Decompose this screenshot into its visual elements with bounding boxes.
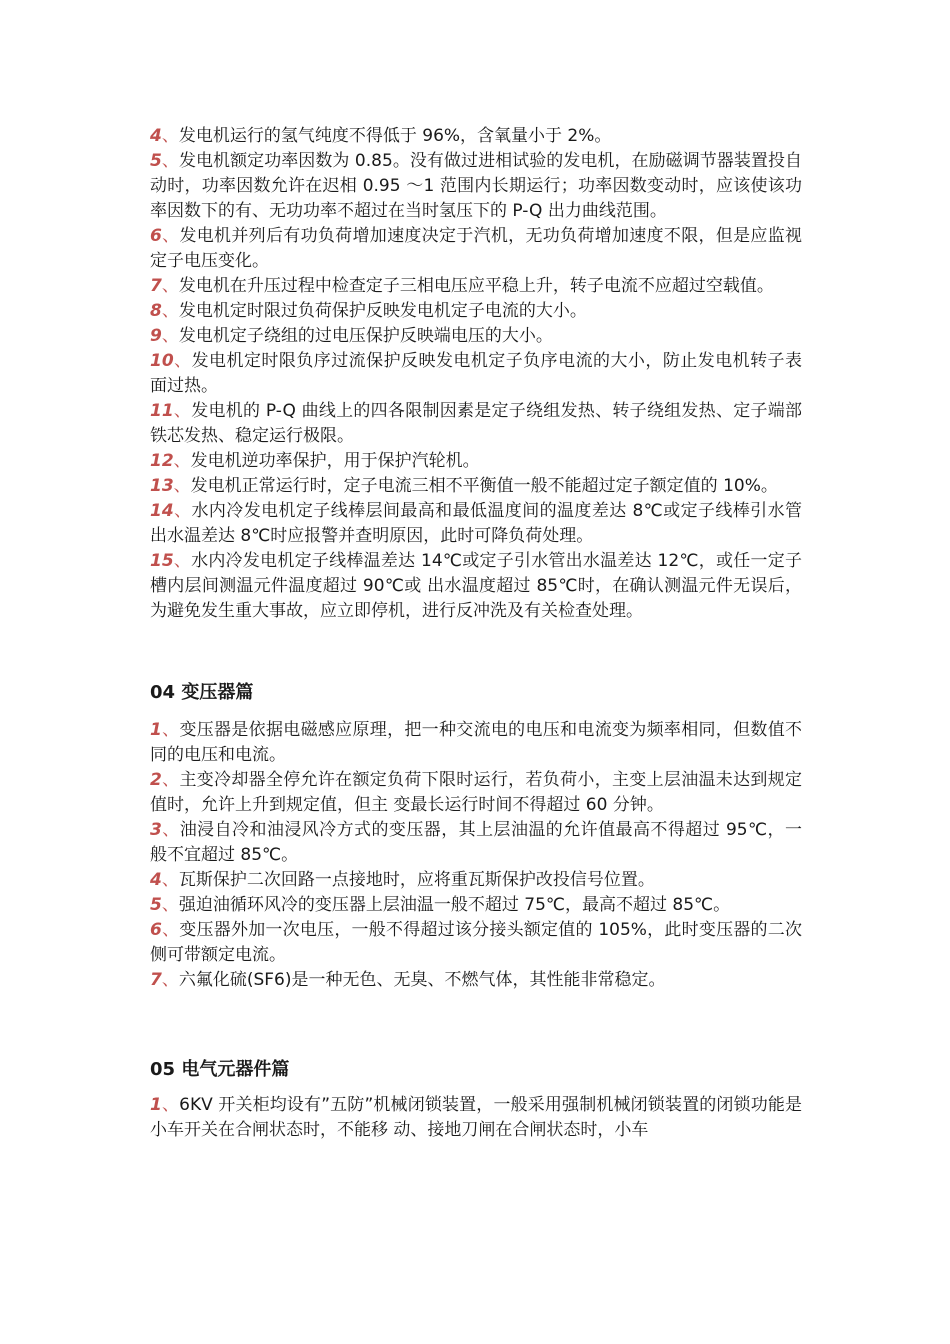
list-item	[150, 324, 802, 349]
list-item	[150, 1093, 802, 1143]
item-text: 发电机的 P-Q 曲线上的四各限制因素是定子绕组发热、转子绕组发热、定子端部铁芯发热、稳定运行极限。	[150, 401, 802, 446]
item-separator: 、	[161, 326, 179, 346]
item-separator: 、	[173, 551, 192, 571]
item-text: 水内冷发电机定子线棒层间最高和最低温度间的温度差达 8℃或定子线棒引水管出水温差达 8℃时应报警并查明原因，此时可降负荷处理。	[150, 501, 802, 546]
item-number: 15	[150, 551, 174, 571]
item-text: 6KV 开关柜均设有”五防”机械闭锁装置，一般采用强制机械闭锁装置的闭锁功能是小车开关在合闸状态时，不能移 动、接地刀闸在合闸状态时，小车	[150, 1095, 802, 1140]
item-separator: 、	[173, 401, 192, 421]
item-text: 油浸自冷和油浸风冷方式的变压器，其上层油温的允许值最高不得超过 95℃，一般不宜超过 85℃。	[150, 820, 802, 865]
list-item	[150, 399, 802, 449]
item-number: 7	[150, 276, 162, 296]
item-number: 4	[150, 126, 162, 146]
item-number: 6	[150, 226, 162, 246]
list-item	[150, 449, 802, 474]
list-item	[150, 149, 802, 224]
list-item	[150, 499, 802, 549]
list-item	[150, 224, 802, 274]
list-item	[150, 349, 802, 399]
item-text: 瓦斯保护二次回路一点接地时，应将重瓦斯保护改投信号位置。	[178, 870, 655, 890]
item-number: 1	[150, 720, 162, 740]
list-item	[150, 818, 802, 868]
section-title-electrical-components: 05 电气元器件篇	[150, 1059, 290, 1080]
item-separator: 、	[161, 301, 179, 321]
item-text: 发电机在升压过程中检查定子三相电压应平稳上升，转子电流不应超过空载值。	[178, 276, 774, 296]
item-text: 六氟化硫(SF6)是一种无色、无臭、不燃气体，其性能非常稳定。	[178, 970, 666, 990]
item-text: 发电机额定功率因数为 0.85。没有做过进相试验的发电机，在励磁调节器装置投自动时，功率因数允许在迟相 0.95 ～1 范围内长期运行；功率因数变动时，应该使该功率因数下的有、无功功率不超过在当时氢压下的 P-Q 出力曲线范围。	[150, 151, 802, 221]
list-item	[150, 549, 802, 624]
item-text: 发电机定时限过负荷保护反映发电机定子电流的大小。	[178, 301, 587, 321]
item-number: 12	[150, 451, 174, 471]
item-separator: 、	[173, 351, 192, 371]
item-number: 1	[150, 1095, 162, 1115]
item-separator: 、	[173, 451, 191, 471]
item-number: 5	[150, 895, 162, 915]
list-item	[150, 918, 802, 968]
item-separator: 、	[161, 770, 180, 790]
item-text: 发电机正常运行时，定子电流三相不平衡值一般不能超过定子额定值的 10%。	[190, 476, 778, 496]
item-number: 6	[150, 920, 162, 940]
item-separator: 、	[161, 126, 179, 146]
item-separator: 、	[161, 720, 180, 740]
item-text: 发电机逆功率保护，用于保护汽轮机。	[190, 451, 480, 471]
item-number: 14	[150, 501, 174, 521]
item-text: 强迫油循环风冷的变压器上层油温一般不超过 75℃，最高不超过 85℃。	[178, 895, 731, 915]
generator-list	[150, 124, 802, 624]
section-title-transformer: 04 变压器篇	[150, 682, 254, 703]
electrical-components-list	[150, 1093, 802, 1143]
item-separator: 、	[173, 476, 191, 496]
item-separator: 、	[173, 501, 192, 521]
item-text: 发电机并列后有功负荷增加速度决定于汽机，无功负荷增加速度不限，但是应监视定子电压变化。	[150, 226, 803, 271]
item-separator: 、	[161, 970, 179, 990]
item-number: 10	[150, 351, 174, 371]
item-separator: 、	[161, 895, 179, 915]
item-number: 8	[150, 301, 162, 321]
item-text: 水内冷发电机定子线棒温差达 14℃或定子引水管出水温差达 12℃，或任一定子槽内层间测温元件温度超过 90℃或 出水温度超过 85℃时，在确认测温元件无误后，为避免发生重大事故，应立即停机，进行反冲洗及有关检查处理。	[150, 551, 802, 621]
list-item	[150, 893, 802, 918]
list-item	[150, 274, 802, 299]
item-separator: 、	[161, 1095, 180, 1115]
item-number: 3	[150, 820, 162, 840]
list-item	[150, 718, 802, 768]
item-text: 发电机运行的氢气纯度不得低于 96%，含氧量小于 2%。	[178, 126, 612, 146]
item-text: 变压器是依据电磁感应原理，把一种交流电的电压和电流变为频率相同，但数值不同的电压和电流。	[150, 720, 803, 765]
item-separator: 、	[161, 276, 179, 296]
item-text: 主变冷却器全停允许在额定负荷下限时运行，若负荷小，主变上层油温未达到规定值时，允许上升到规定值，但主 变最长运行时间不得超过 60 分钟。	[150, 770, 803, 815]
item-number: 7	[150, 970, 162, 990]
list-item	[150, 868, 802, 893]
transformer-list	[150, 718, 802, 993]
item-text: 变压器外加一次电压，一般不得超过该分接头额定值的 105%，此时变压器的二次侧可带额定电流。	[150, 920, 802, 965]
item-text: 发电机定时限负序过流保护反映发电机定子负序电流的大小，防止发电机转子表面过热。	[150, 351, 803, 396]
item-number: 13	[150, 476, 174, 496]
item-number: 2	[150, 770, 162, 790]
item-number: 4	[150, 870, 162, 890]
item-separator: 、	[161, 226, 180, 246]
item-number: 9	[150, 326, 162, 346]
item-number: 5	[150, 151, 162, 171]
list-item	[150, 474, 802, 499]
item-separator: 、	[161, 870, 179, 890]
list-item	[150, 124, 802, 149]
item-separator: 、	[161, 920, 180, 940]
list-item	[150, 768, 802, 818]
document-page	[150, 124, 802, 1143]
list-item	[150, 299, 802, 324]
item-separator: 、	[161, 151, 179, 171]
list-item	[150, 968, 802, 993]
item-text: 发电机定子绕组的过电压保护反映端电压的大小。	[178, 326, 553, 346]
item-separator: 、	[161, 820, 180, 840]
item-number: 11	[150, 401, 174, 421]
